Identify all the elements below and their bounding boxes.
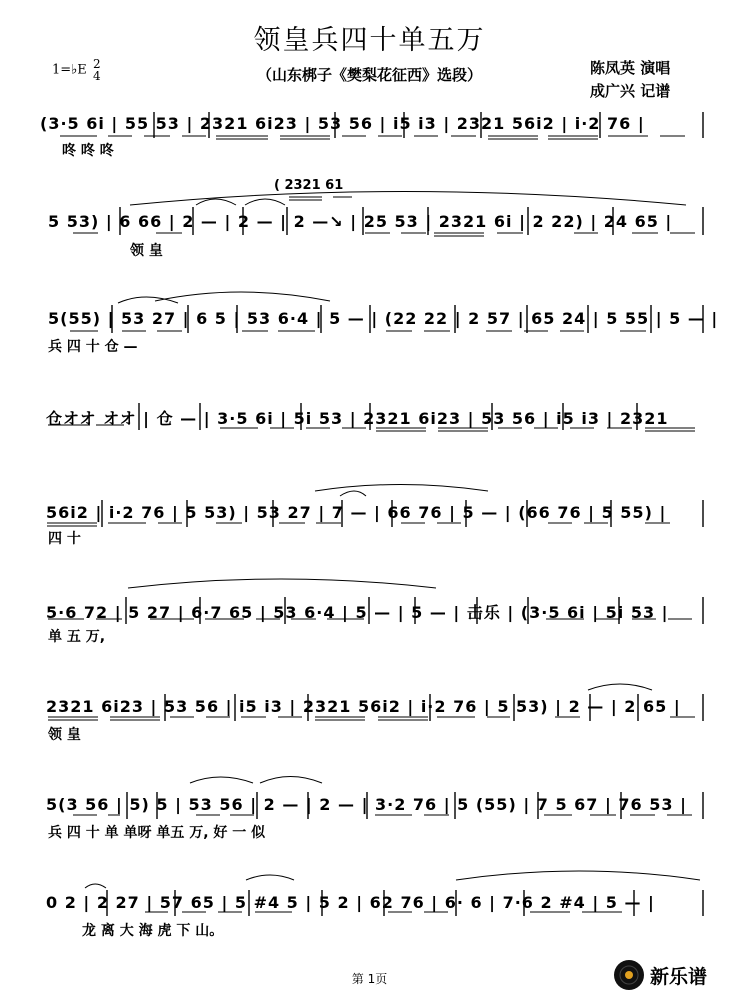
lyric-line-2: 领 皇 bbox=[130, 243, 163, 259]
notation-line-5: 56i2 | i·2 76 | 5 53) | 53 27 | 7 — | 66 76 | 5 — | (66 76 | 5 55) | bbox=[46, 503, 667, 522]
notation-line-2: 5 53) | 6 66 | 2 — | 2 — | 2 —↘ | 25 53 | 2321 6i | 2 22) | 24 65 | bbox=[48, 212, 673, 231]
singer-credit: 陈凤英 演唱 bbox=[590, 59, 671, 77]
time-denominator: 4 bbox=[92, 69, 101, 83]
page-number: 第 1页 bbox=[351, 972, 388, 986]
notation-line-3: 5(55) | 53 27 | 6 5 | 53 6·4 | 5 — | (22 22 | 2 57 | 65 24 | 5 55 | 5 — | bbox=[48, 309, 719, 328]
transcriber-credit: 成广兴 记谱 bbox=[590, 82, 671, 100]
song-title: 领皇兵四十单五万 bbox=[253, 25, 486, 56]
notation-above-2: ( 2321 61 bbox=[274, 178, 344, 193]
notation-line-6: 5·6 72 | 5 27 | 6·7 65 | 53 6·4 | 5 — | 5 — | 击乐 | (3·5 6i | 5i 53 | bbox=[46, 603, 669, 622]
lyric-line-7: 领 皇 bbox=[48, 727, 81, 743]
lyric-line-3: 兵 四 十 仓 — bbox=[48, 339, 138, 355]
notation-line-9: 0 2 | 2 27 | 57 65 | 5 #4 5 | 5 2 | 62 76 | 6· 6 | 7·6 2 #4 | 5 — | bbox=[46, 893, 655, 912]
notation-line-4: 仓オオ オオ | 仓 — | 3·5 6i | 5i 53 | 2321 6i23 | 53 56 | i5 i3 | 2321 bbox=[46, 409, 669, 428]
slurs bbox=[85, 192, 700, 889]
lyric-line-1: 咚 咚 咚 bbox=[62, 143, 114, 159]
notation-line-8: 5(3 56 | 5) 5 | 53 56 | 2 — | 2 — | 3·2 76 | 5 (55) | 7 5 67 | 76 53 | bbox=[46, 795, 687, 814]
notation-line-7: 2321 6i23 | 53 56 | i5 i3 | 2321 56i2 | i·2 76 | 5 53) | 2 — | 2 65 | bbox=[46, 697, 681, 716]
lyric-line-6: 单 五 万, bbox=[48, 629, 106, 645]
key-label: 1=♭E bbox=[52, 62, 87, 78]
song-subtitle: （山东梆子《樊梨花征西》选段） bbox=[256, 66, 482, 84]
time-signature bbox=[93, 58, 101, 82]
lyric-line-5: 四 十 bbox=[48, 531, 81, 547]
lyric-line-9: 龙 离 大 海 虎 下 山。 bbox=[82, 923, 224, 939]
brand-logo bbox=[612, 958, 732, 992]
notation-line-1: (3·5 6i | 55 53 | 2321 6i23 | 53 56 | i5 i3 | 2321 56i2 | i·2 76 | bbox=[40, 114, 645, 133]
key-signature bbox=[52, 58, 101, 82]
record-disc-icon bbox=[612, 958, 646, 992]
time-numerator: 2 bbox=[92, 57, 101, 71]
lyric-line-8: 兵 四 十 单 单呀 单五 万, 好 一 似 bbox=[48, 825, 266, 841]
brand-name: 新乐谱 bbox=[650, 966, 708, 988]
